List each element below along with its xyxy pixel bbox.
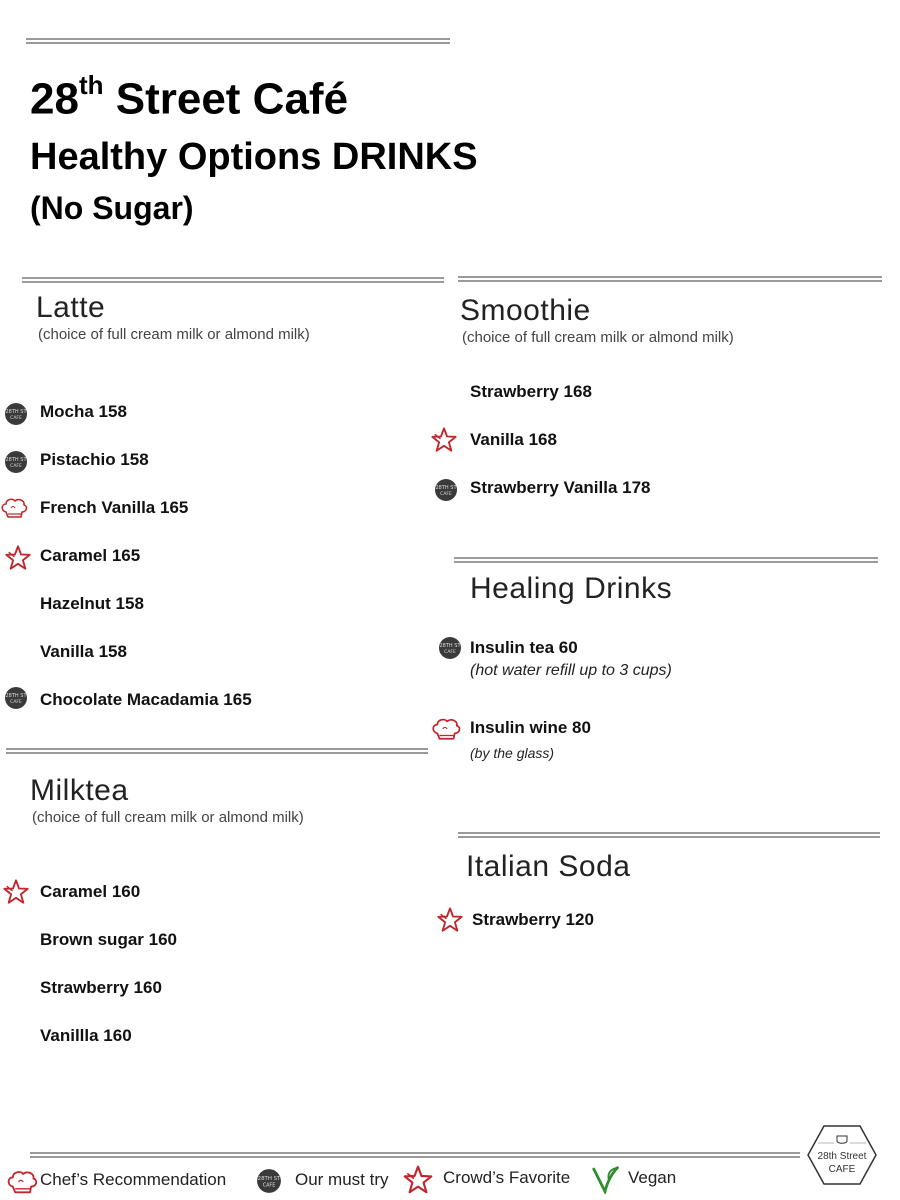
title-prefix: 28 bbox=[30, 74, 79, 124]
chef-hat-icon bbox=[430, 716, 462, 742]
latte-item: Chocolate Macadamia 165 bbox=[40, 690, 252, 709]
smoothie-item: Strawberry Vanilla 178 bbox=[470, 478, 651, 497]
star-icon bbox=[430, 426, 458, 454]
star-icon bbox=[436, 906, 464, 934]
title-superscript: th bbox=[78, 70, 104, 100]
must-try-badge-icon bbox=[434, 478, 458, 502]
latte-item: French Vanilla 165 bbox=[40, 498, 189, 517]
milktea-item: Strawberry 160 bbox=[40, 978, 162, 997]
latte-item: Vanilla 158 bbox=[40, 642, 127, 661]
page-subtitle: Healthy Options DRINKS bbox=[30, 136, 478, 178]
healing-rule bbox=[454, 557, 878, 563]
footer-rule bbox=[30, 1152, 800, 1158]
smoothie-subheading: (choice of full cream milk or almond milk) bbox=[462, 329, 734, 346]
legend-chef-label: Chef’s Recommendation bbox=[40, 1170, 227, 1189]
smoothie-item: Strawberry 168 bbox=[470, 382, 592, 401]
must-try-badge-icon bbox=[256, 1168, 282, 1194]
must-try-badge-icon bbox=[4, 686, 28, 710]
page-title bbox=[30, 70, 349, 125]
logo-line-2: CAFE bbox=[828, 1164, 856, 1175]
milktea-item: Vanillla 160 bbox=[40, 1026, 132, 1045]
legend-vegan-label: Vegan bbox=[628, 1168, 677, 1187]
italian-soda-heading: Italian Soda bbox=[466, 850, 631, 883]
latte-item: Pistachio 158 bbox=[40, 450, 149, 469]
cafe-logo bbox=[806, 1124, 878, 1186]
latte-item: Hazelnut 158 bbox=[40, 594, 144, 613]
latte-rule bbox=[22, 277, 444, 283]
smoothie-item: Vanilla 168 bbox=[470, 430, 557, 449]
milktea-rule bbox=[6, 748, 428, 754]
must-try-badge-icon bbox=[438, 636, 462, 660]
legend-crowd-label: Crowd’s Favorite bbox=[443, 1168, 571, 1187]
healing-heading: Healing Drinks bbox=[470, 572, 673, 605]
chef-hat-icon bbox=[6, 1168, 38, 1196]
star-icon bbox=[402, 1164, 434, 1196]
star-icon bbox=[4, 544, 32, 572]
milktea-item: Brown sugar 160 bbox=[40, 930, 177, 949]
page-note: (No Sugar) bbox=[30, 190, 194, 226]
healing-item: Insulin wine 80 bbox=[470, 718, 591, 737]
italian-soda-rule bbox=[458, 832, 880, 838]
healing-item-note: (by the glass) bbox=[470, 745, 555, 761]
vegan-leaf-icon bbox=[590, 1164, 620, 1194]
latte-item: Caramel 165 bbox=[40, 546, 141, 565]
smoothie-heading: Smoothie bbox=[460, 294, 591, 327]
header-top-rule bbox=[26, 38, 450, 44]
milktea-subheading: (choice of full cream milk or almond milk) bbox=[32, 809, 304, 826]
must-try-badge-icon bbox=[4, 450, 28, 474]
chef-hat-icon bbox=[0, 496, 28, 520]
smoothie-rule bbox=[458, 276, 882, 282]
legend-must-try-label: Our must try bbox=[295, 1170, 389, 1189]
title-suffix: Street Café bbox=[103, 74, 349, 124]
star-icon bbox=[2, 878, 30, 906]
latte-item: Mocha 158 bbox=[40, 402, 127, 421]
milktea-heading: Milktea bbox=[30, 774, 129, 807]
milktea-item: Caramel 160 bbox=[40, 882, 141, 901]
italian-soda-item: Strawberry 120 bbox=[472, 910, 594, 929]
must-try-badge-icon bbox=[4, 402, 28, 426]
latte-heading: Latte bbox=[36, 291, 106, 324]
logo-line-1: 28th Street bbox=[817, 1151, 867, 1162]
latte-subheading: (choice of full cream milk or almond milk) bbox=[38, 326, 310, 343]
healing-item: Insulin tea 60 bbox=[470, 638, 578, 657]
healing-item-note: (hot water refill up to 3 cups) bbox=[470, 662, 672, 679]
